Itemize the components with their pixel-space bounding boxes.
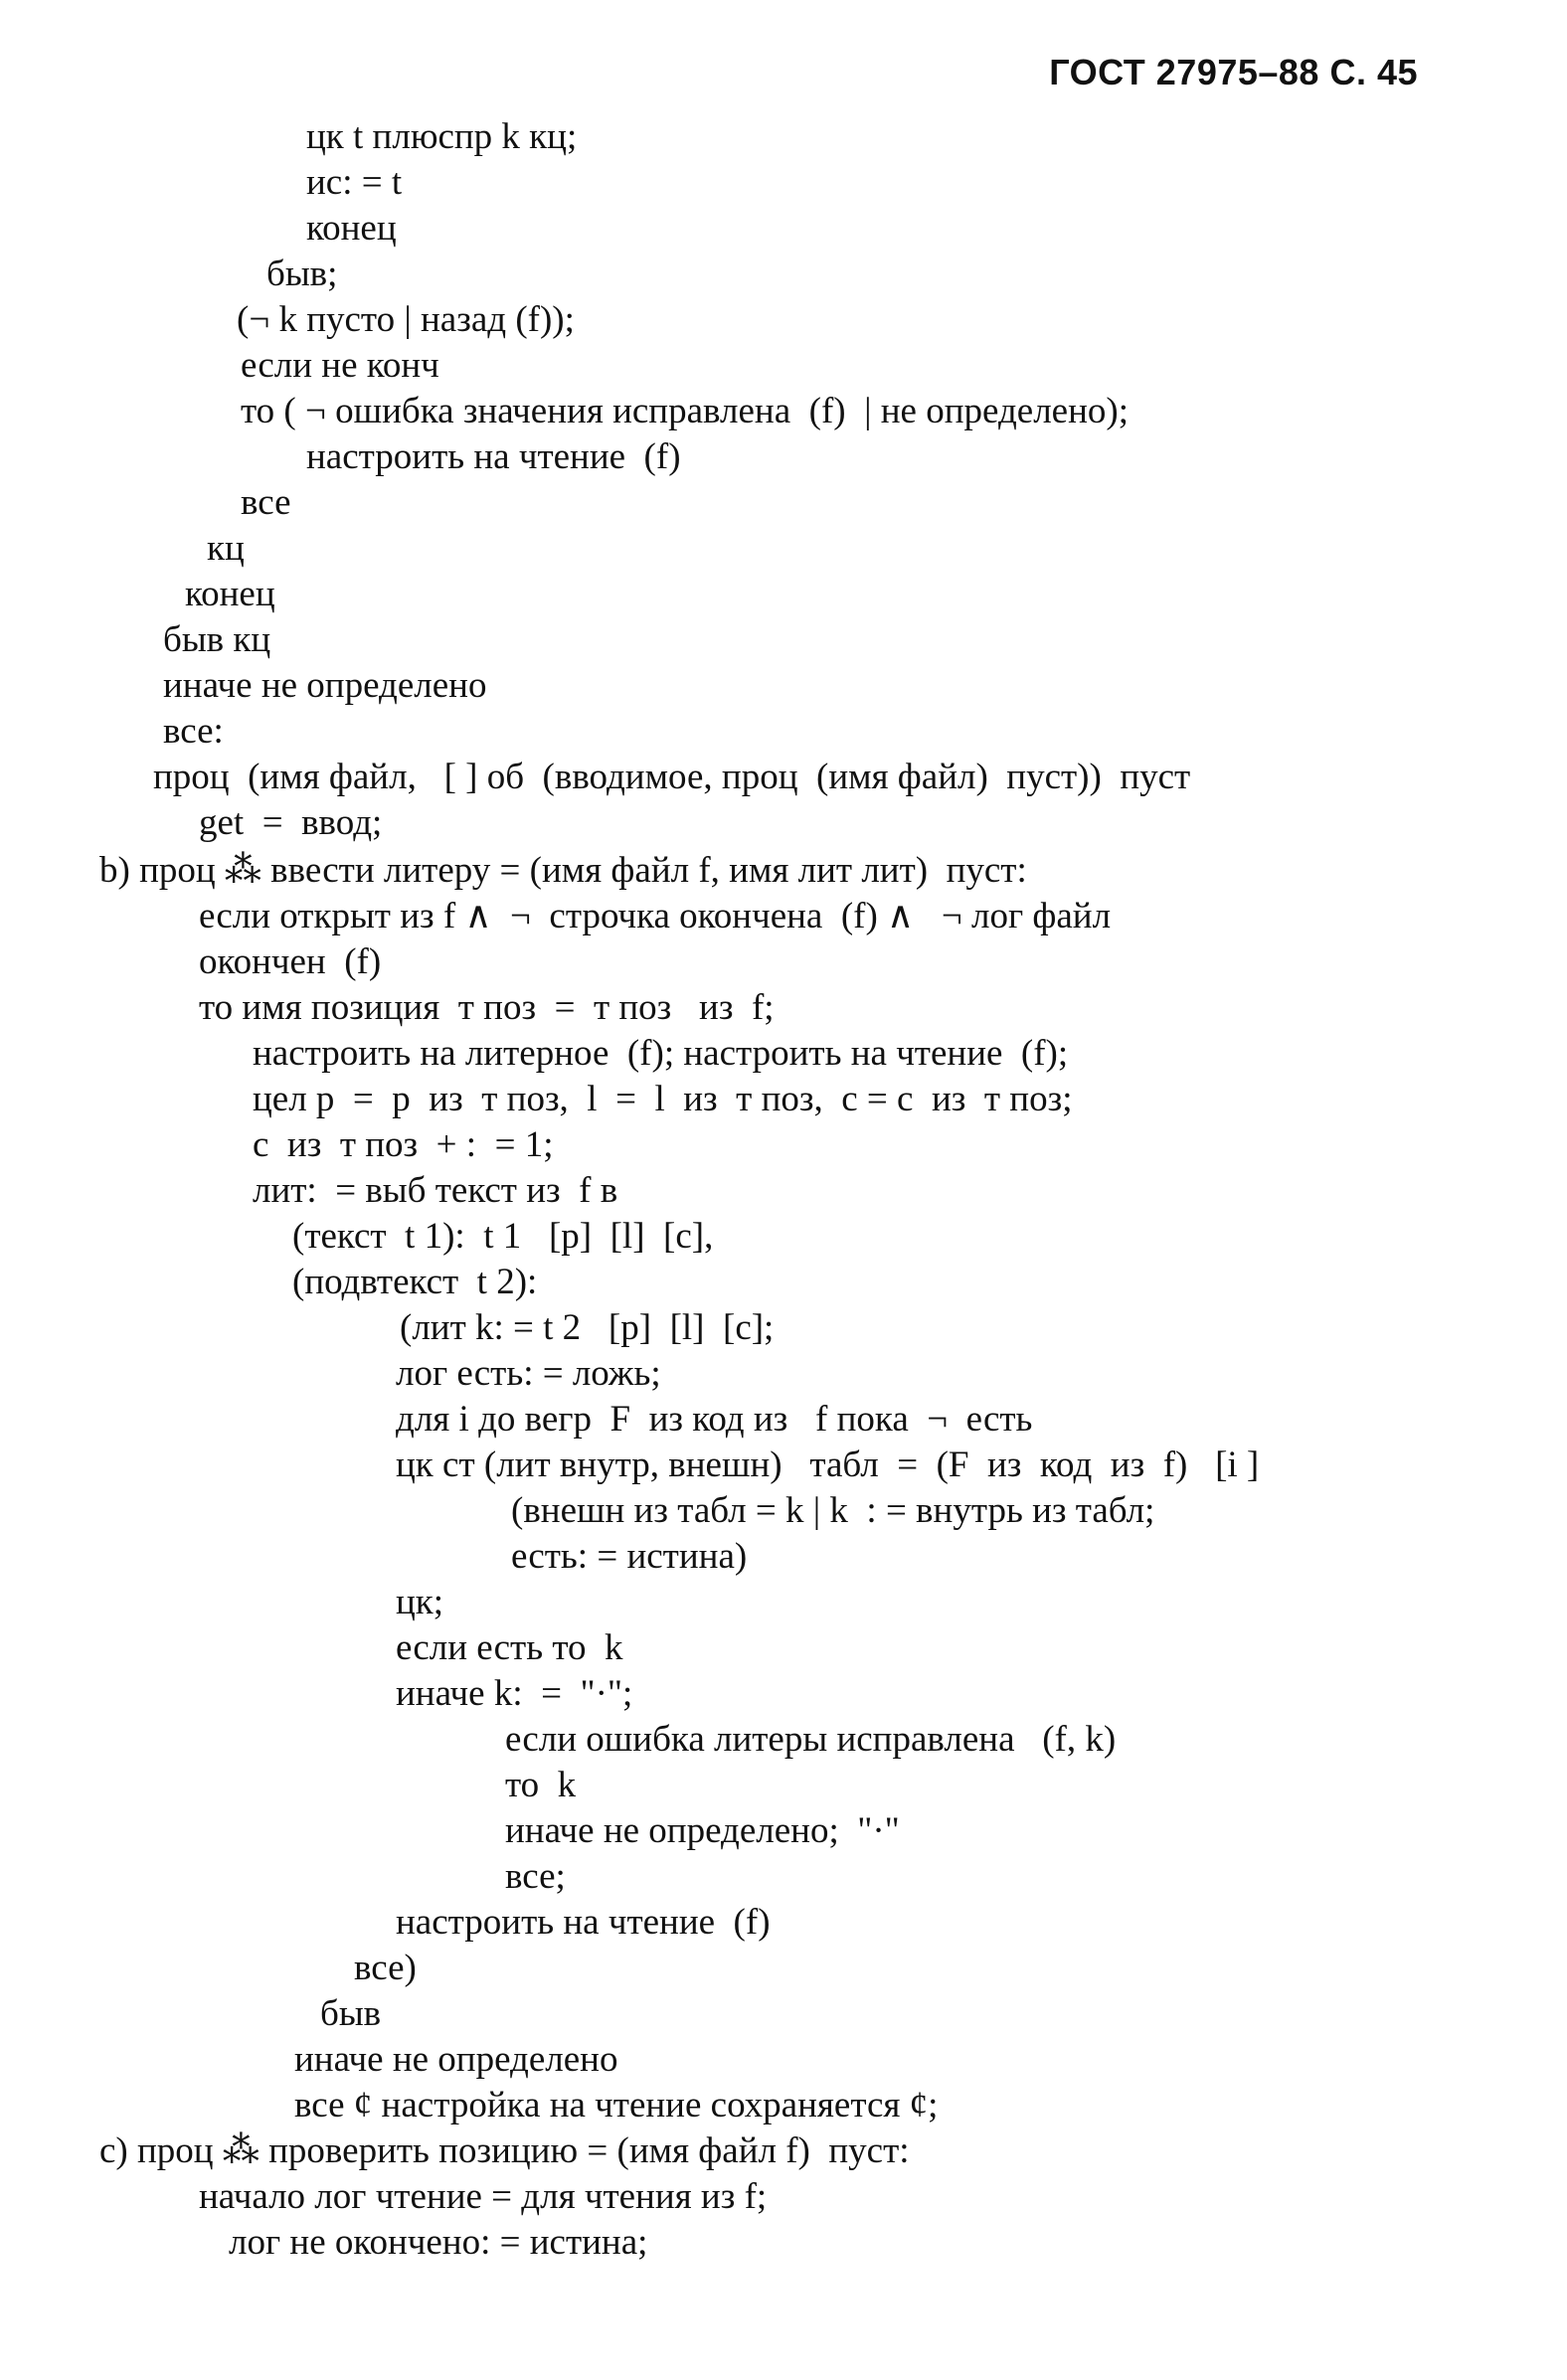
code-line: иначе не определено	[294, 2039, 618, 2080]
code-line: быв;	[266, 254, 338, 294]
code-line: то имя позиция т поз = т поз из f;	[199, 987, 775, 1028]
code-line: (¬ k пусто | назад (f));	[237, 299, 575, 340]
code-line: (текст t 1): t 1 [p] [l] [c],	[292, 1216, 714, 1257]
code-line: проц (имя файл, [ ] об (вводимое, проц (имя файл) пуст)) пуст	[153, 757, 1191, 797]
code-line: с из т поз + : = 1;	[253, 1124, 554, 1165]
code-line: то k	[505, 1765, 577, 1805]
code-line: если открыт из f ∧ ¬ строчка окончена (f) ∧ ¬ лог файл	[199, 896, 1112, 936]
code-line: лог не окончено: = истина;	[229, 2222, 648, 2263]
code-line: ис: = t	[306, 162, 403, 203]
code-line: настроить на чтение (f)	[396, 1902, 771, 1943]
code-line: все	[241, 482, 291, 523]
code-line: цел р = р из т поз, l = l из т поз, с = с из т поз;	[253, 1079, 1073, 1119]
code-line: (лит k: = t 2 [p] [l] [c];	[400, 1307, 775, 1348]
code-line: лит: = выб текст из f в	[253, 1170, 618, 1211]
code-line: все:	[163, 711, 224, 752]
code-line: если ошибка литеры исправлена (f, k)	[505, 1719, 1117, 1760]
code-line: есть: = истина)	[511, 1536, 748, 1577]
code-line: цк t плюспр k кц;	[306, 116, 578, 157]
code-line: иначе не определено	[163, 665, 487, 706]
code-line: настроить на литерное (f); настроить на чтение (f);	[253, 1033, 1069, 1074]
code-line: то ( ¬ ошибка значения исправлена (f) | не определено);	[241, 391, 1129, 431]
code-line: с) проц ⁂ проверить позицию = (имя файл f) пуст:	[99, 2130, 910, 2171]
code-line: конец	[306, 208, 397, 249]
code-line: настроить на чтение (f)	[306, 436, 681, 477]
code-line: иначе не определено; "·"	[505, 1810, 900, 1851]
code-line: (внешн из табл = k | k : = внутрь из табл;	[511, 1490, 1155, 1531]
code-line: b) проц ⁂ ввести литеру = (имя файл f, имя лит лит) пуст:	[99, 850, 1027, 891]
code-line: цк;	[396, 1582, 444, 1622]
code-line: начало лог чтение = для чтения из f;	[199, 2176, 768, 2217]
code-line: если не конч	[241, 345, 439, 386]
code-line: все;	[505, 1856, 566, 1897]
code-line: если есть то k	[396, 1627, 623, 1668]
code-line: лог есть: = ложь;	[396, 1353, 661, 1394]
code-line: быв	[320, 1993, 382, 2034]
code-line: get = ввод;	[199, 802, 383, 843]
page-header: ГОСТ 27975–88 С. 45	[1049, 52, 1418, 92]
code-line: кц	[207, 528, 245, 569]
code-line: для i до вегр F из код из f пока ¬ есть	[396, 1399, 1033, 1440]
code-line: быв кц	[163, 619, 271, 660]
code-line: иначе k: = "·";	[396, 1673, 633, 1714]
code-line: окончен (f)	[199, 941, 382, 982]
code-line: все)	[354, 1948, 417, 1988]
code-line: все ¢ настройка на чтение сохраняется ¢;	[294, 2085, 939, 2125]
code-line: (подвтекст t 2):	[292, 1262, 538, 1302]
code-line: цк ст (лит внутр, внешн) табл = (F из код из f) [i ]	[396, 1445, 1260, 1485]
code-line: конец	[185, 574, 275, 614]
